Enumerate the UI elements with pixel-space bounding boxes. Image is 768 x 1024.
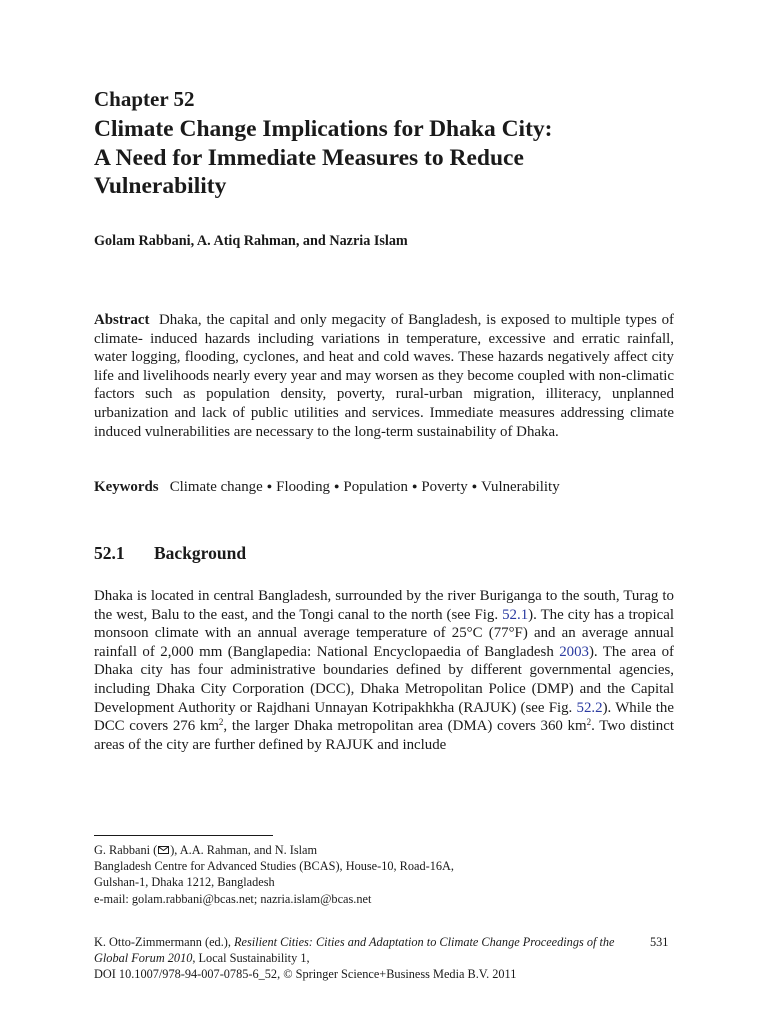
reference-link[interactable]: 2003 [559,643,589,660]
section-heading [94,542,246,564]
email-line[interactable]: e-mail: golam.rabbani@bcas.net; nazria.islam@bcas.net [94,891,372,906]
section-number: 52.1 [94,543,125,563]
page-number: 531 [650,935,669,949]
keywords [94,477,694,497]
author-list: Golam Rabbani, A. Atiq Rahman, and Nazria Islam [94,233,408,249]
keyword: Population [343,479,408,495]
body-text: ). The city has a tropical monsoon climate with an annual average temperature of 25°C (77°F) and an average annual rainfall of 2,000 mm (Banglapedia: National Encyclopaedia of Bangladesh [94,606,674,660]
figure-link[interactable]: 52.2 [576,699,603,716]
abstract-text: Dhaka, the capital and only megacity of Bangladesh, is exposed to multiple types of climate- induced hazards including variations in temperature, excessive and erratic rainfall, water logging, flooding, cyclones, and heat and cold waves. These hazards negatively affect city life and livelihoods nearly every year and may worsen as they become coupled with non-climatic factors such as population density, poverty, rural-urban migration, illiteracy, unplanned urbanization and lack of public utilities and services. Immediate measures addressing climate induced vulnerabilities are necessary to the long-term sustainability of Dhaka. [94,312,674,440]
footnote-rule [94,835,273,836]
chapter-title-line: Vulnerability [94,173,227,199]
keywords-label: Keywords [94,479,159,495]
doi: DOI 10.1007/978-94-007-0785-6_52, © Springer Science+Business Media B.V. 2011 [94,967,517,982]
background-paragraph [94,587,674,754]
superscript: 2 [218,717,224,728]
book-title: Resilient Cities: Cities and Adaptation to Climate Change Proceedings of the Global Forum 2010 [94,935,615,966]
keyword: Flooding [276,479,330,495]
envelope-icon [158,846,169,854]
chapter-label: Chapter 52 [94,87,195,111]
abstract-label: Abstract [94,312,150,328]
citation-block [94,934,634,983]
citation-series: , Local Sustainability 1, [192,951,310,966]
affiliation-line: Gulshan-1, Dhaka 1212, Bangladesh [94,875,275,890]
chapter-title [94,115,694,201]
affiliation-line [94,842,454,858]
bullet-icon: ● [266,481,273,491]
superscript: 2 [586,717,592,728]
bullet-icon: ● [471,481,478,491]
affiliation-line: Bangladesh Centre for Advanced Studies (BCAS), House-10, Road-16A, [94,859,454,874]
citation-editor: K. Otto-Zimmermann (ed.), [94,935,235,949]
body-text: ). The area of Dhaka city has four administrative boundaries defined by different governmental agencies, including Dhaka City Corporation (DCC), Dhaka Metropolitan Police (DMP) and the Capital Development Authority or Rajdhani Unnayan Kotripakhkha (RAJUK) (see Fig. [94,643,674,716]
chapter-title-line: A Need for Immediate Measures to Reduce [94,144,524,171]
section-title: Background [154,543,247,563]
keyword: Poverty [421,479,468,495]
body-text: ). While the DCC covers 276 km [94,699,674,735]
affiliation-text: ), A.A. Rahman, and N. Islam [170,843,318,857]
keyword: Climate change [169,479,263,495]
body-text: . Two distinct areas of the city are further defined by RAJUK and include [94,718,675,753]
keyword: Vulnerability [481,479,560,495]
chapter-title-line: Climate Change Implications for Dhaka City: [94,116,553,142]
body-text: , the larger Dhaka metropolitan area (DMA) covers 360 km [223,718,587,735]
affiliation-text: G. Rabbani ( [94,843,158,857]
figure-link[interactable]: 52.1 [502,606,529,623]
bullet-icon: ● [411,481,418,491]
body-text: Dhaka is located in central Bangladesh, surrounded by the river Buriganga to the south, Turag to the west, Balu to the east, and the Tongi canal to the north (see Fig. [94,588,674,623]
bullet-icon: ● [333,481,340,491]
author-affiliation [94,842,454,907]
abstract [94,311,674,441]
